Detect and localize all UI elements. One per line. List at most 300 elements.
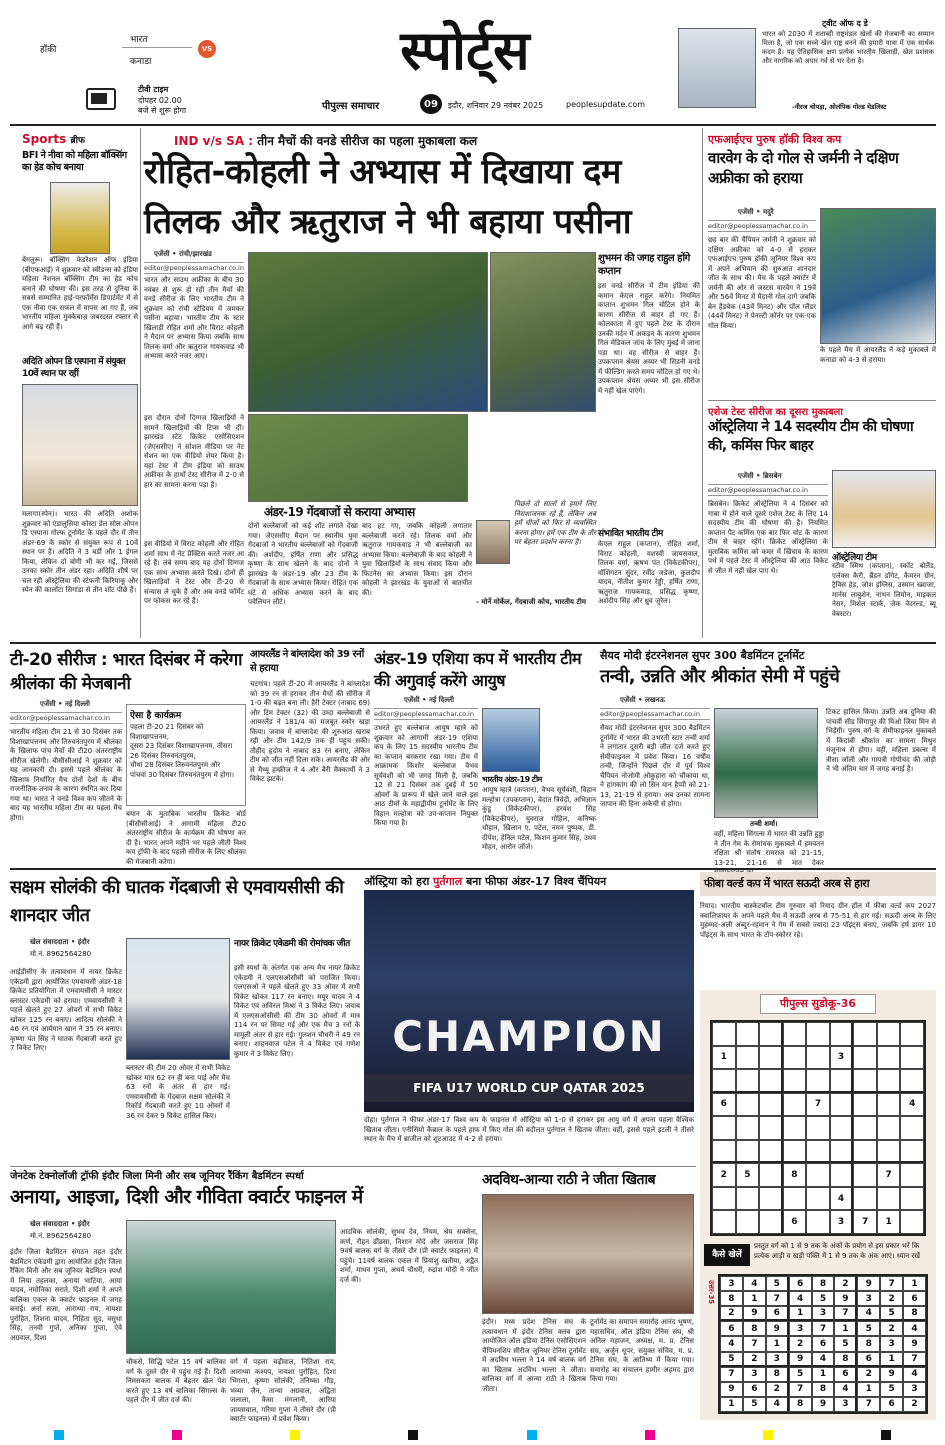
sudoku-puzzle-cell	[736, 1069, 760, 1093]
badminton-email: editor@peoplessamachar.co.in	[600, 708, 710, 720]
badminton-body-2: टिकट हासिल किया। उन्नति अब दुनिया की पांचवीं सीड सिंगापुर की यिओ जिया मिन से भिड़ेंगी। पुरुष वर्ग के सेमीफाइनल मुकाबले में किदांबी श्रीकांत का सामना मिथुन मंजूनाथ से होगा। वहीं, महिला डबल्स में त्रीसा जॉली और गायत्री गोपीचंद की जोड़ी ने भी अंतिम चार में जगह बनाई है।	[826, 708, 936, 773]
tv-team2: कनाडा	[130, 57, 152, 67]
sudoku-puzzle-cell	[830, 1140, 854, 1164]
masthead-paper-name: पीपुल्स समाचार	[322, 101, 380, 112]
quote-by: - मोर्ने मोर्केल, गेंदबाजी कोच, भारतीय टीम	[476, 598, 586, 606]
fifa-banner-2: FIFA U17 WORLD CUP QATAR 2025	[364, 1074, 694, 1102]
nair-body: इसी स्पर्धा के अंतर्गत एक अन्य मैच नायर क्रिकेट एकेडमी ने एलएसओसीसी को पराजित किया। एलएसओ ने पहले खेलते हुए 33 ओवर में सभी विकेट खोकर 117 रन बनाए। मयूर यादव ने 4 विकेट एवं अविरल मिश्रा ने 3 विकेट लिए। जवाब में एलएसओसीसी की टीम 30 ओवरों में मात्र 114 रन पर सिमट गई और एक मैच 3 रनों के मामूली अंतर से हार गई। गुलशन चौधरी ने 49 रन बनाए। शाहनवाज पटेल ने 4 विकेट एवं गणेश कुमार ने 3 विकेट लिए।	[234, 964, 360, 1058]
sudoku-answer-cell: 5	[720, 1352, 743, 1367]
sudoku-answer-cell: 4	[812, 1352, 835, 1367]
sudoku-puzzle-cell	[806, 1022, 830, 1046]
sudoku-answer-cell: 3	[789, 1321, 812, 1336]
u19-byline: एजेंसी • नई दिल्ली	[404, 696, 454, 704]
sudoku-puzzle-cell	[900, 1210, 924, 1234]
sudoku-answer-cell: 9	[834, 1291, 857, 1306]
lead-body-4: दोनों बल्लेबाजों को कई शॉट लगाते देखा गया। जेएससीए मैदान पर स्थानीय युवा गेंदबाजों ने भारतीय बल्लेबाजों को गेंदबाजी की। अर्शदीप, हर्षित राणा और प्रसिद्ध कृष्णा के साथ खेलने के बाद दोनों ने झारखंड के अंडर-19 और 23 टीम के गेंदबाजों के साथ अभ्यास किया। रोहित एक घंटे से अधिक अभ्यास करने के बाद पवेलियन लौटे।	[248, 522, 358, 606]
sudoku-answer-cell: 5	[834, 1336, 857, 1351]
u19-email: editor@peoplessamachar.co.in	[374, 708, 478, 720]
sudoku-answer-cell: 3	[834, 1397, 857, 1412]
masthead	[0, 0, 945, 125]
sudoku-answer-cell: 7	[720, 1367, 743, 1382]
t20-body: भारतीय महिला टीम 21 से 30 दिसंबर तक विशाखापत्तनम और तिरुवनंतपुरम में श्रीलंका के खिलाफ पांच मैचों की टी20 अंतरराष्ट्रीय सीरीज खेलेगी। बीसीसीआई ने शुक्रवार को यह जानकारी दी। इससे पहले श्रीलंका के खिलाफ निर्धारित मैच दोनों देशों के बीच राजनीतिक तनाव के कारण स्थगित कर दिया गया था। भारत ने वनडे विश्व कप जीतने के बाद यह भारतीय महिला टीम का पहला मैच होगा।	[10, 728, 122, 822]
sudoku-puzzle-cell: 8	[783, 1163, 807, 1187]
masthead-title: स्पोर्ट्स	[400, 18, 530, 82]
sudoku-answer-cell: 2	[903, 1397, 926, 1412]
t20-headline: टी-20 सीरीज : भारत दिसंबर में करेगा श्रीलंका की मेजबानी	[10, 650, 243, 694]
sudoku-answer-cell: 4	[903, 1367, 926, 1382]
fifa-headline	[364, 874, 694, 889]
saudi-body: रियाद। भारतीय बास्केटबॉल टीम गुरुवार को रियाद ग्रीन हॉल में फीबा वर्ल्ड कप 2027 क्वालिफायर के अपने पहले मैच में सऊदी अरब से 75-51 से हार गई। सऊदी अरब के लिए मुहम्मद-अली अब्दुर-रहमान ने गेम में सबसे ज्यादा 23 पॉइंट्स बनाए, जबकि हर्ष डागर 10 पॉइंट्स के साथ भारत के टॉप-स्कोरर रहे।	[700, 902, 936, 939]
sudoku-answer-cell: 5	[743, 1397, 766, 1412]
sudoku-answer-cell: 8	[743, 1321, 766, 1336]
sudoku-puzzle-cell	[783, 1022, 807, 1046]
sudoku-answer-cell: 8	[766, 1367, 789, 1382]
sudoku-puzzle-cell: 3	[830, 1046, 854, 1070]
sudoku-puzzle-cell	[736, 1187, 760, 1211]
junior-badminton-story	[10, 1168, 478, 1423]
schedule-box	[126, 704, 246, 806]
tanvi-caption: तन्वी शर्मा।	[750, 820, 778, 828]
tv-sport-label: हॉकी	[40, 45, 57, 55]
sudoku-puzzle-cell	[783, 1140, 807, 1164]
sudoku-answer-cell: 7	[743, 1336, 766, 1351]
schedule-item-4: पांचवां 30 दिसंबर तिरुवनंतपुरम में होगा।	[130, 770, 234, 779]
sudoku-puzzle-cell	[830, 1069, 854, 1093]
neeraj-photo	[678, 28, 756, 108]
tweet-text: भारत को 2030 में शताब्दी राष्ट्रमंडल खेलों की मेजबानी का सम्मान मिला है, जो एक सच्चे खेल राष्ट्र बनने की हमारी यात्रा में एक सार्थक कदम है। यह ऐतिहासिक क्षण प्रत्येक भारतीय खिलाड़ी, खेल प्रशंसक और नागरिक को अपार गर्व से भर देता है।	[762, 30, 934, 65]
sudoku-puzzle-cell	[806, 1187, 830, 1211]
sudoku-puzzle-cell	[759, 1163, 783, 1187]
hockey-email: editor@peoplessamachar.co.in	[708, 220, 816, 232]
print-color-bar	[0, 1428, 945, 1442]
sudoku-answer-cell: 6	[789, 1276, 812, 1291]
sudoku-puzzle-cell: 7	[853, 1210, 877, 1234]
hockey-photo	[820, 208, 936, 344]
sudoku-puzzle-cell	[830, 1116, 854, 1140]
how-to-play-text: प्रस्तुत वर्ग को 1 से 9 तक के अंकों के प्रयोग से इस प्रकार भरें कि प्रत्येक आड़ी व खड़ी पंक्ति में 1 से 9 तक के अंक आएं। ध्यान रखें	[754, 1242, 920, 1260]
sudoku-puzzle-cell	[712, 1187, 736, 1211]
practice-photo	[248, 414, 468, 502]
t20-story	[10, 646, 246, 864]
brief-logo	[22, 132, 85, 146]
badminton-kicker: सैयद मोदी इंटरनेशनल सुपर 300 बैडमिंटन टूर्नामेंट	[600, 649, 805, 662]
sudoku-puzzle-cell	[736, 1046, 760, 1070]
sudoku-answer-cell: 3	[720, 1276, 743, 1291]
u19-body: उभरते हुए बल्लेबाज आयुष म्हात्रे को शुक्रवार को आगामी अंडर-19 एशिया कप के लिए 15 सदस्यीय भारतीय टीम का कप्तान बरकरार रखा गया। टीम में आक्रामक किशोर बल्लेबाज वैभव सूर्यवंशी को भी जगह मिली है, जबकि 12 से 21 दिसंबर तक दुबई में 50 ओवरों के प्रारूप में खेले जाने वाले इस आठ टीमों के महाद्वीपीय टूर्नामेंट के लिए विहान मल्होत्रा को उप-कप्तान नियुक्त किया गया है।	[374, 724, 478, 827]
sudoku-answer-cell: 4	[789, 1291, 812, 1306]
sudoku-answer-cell: 4	[720, 1336, 743, 1351]
sudoku-answer-cell: 1	[903, 1276, 926, 1291]
sudoku-puzzle-cell: 3	[830, 1210, 854, 1234]
sudoku-answer-cell: 5	[812, 1291, 835, 1306]
sudoku-answer-cell: 1	[834, 1321, 857, 1336]
sudoku-answer-cell: 1	[743, 1291, 766, 1306]
sudoku	[700, 990, 936, 1420]
fifa-photo	[364, 890, 694, 1112]
sudoku-answer-cell: 2	[880, 1321, 903, 1336]
t20-email: editor@peoplessamachar.co.in	[10, 712, 122, 724]
brief-logo-tag: ब्रीफ	[70, 136, 85, 146]
sudoku-answer-grid	[718, 1274, 928, 1414]
sudoku-answer-cell: 9	[766, 1321, 789, 1336]
sudoku-answer-cell: 1	[880, 1352, 903, 1367]
sudoku-puzzle-cell	[712, 1210, 736, 1234]
sudoku-answer-cell: 8	[812, 1276, 835, 1291]
ashes-email: editor@peoplessamachar.co.in	[708, 484, 828, 496]
sudoku-puzzle-cell	[712, 1022, 736, 1046]
sudoku-answer-cell: 5	[766, 1276, 789, 1291]
fifa-head-highlight: पुर्तगाल	[433, 875, 463, 888]
sudoku-answer-cell: 9	[812, 1397, 835, 1412]
sudoku-puzzle-cell	[736, 1116, 760, 1140]
sudoku-answer-cell: 4	[903, 1321, 926, 1336]
fifa-banner: CHAMPION	[392, 1012, 666, 1061]
ashes-kicker: एशेज टेस्ट सीरीज का दूसरा मुकाबला	[708, 407, 843, 418]
website: peoplesupdate.com	[566, 100, 646, 109]
saudi-headline: फीबा वर्ल्ड कप में भारत सऊदी अरब से हारा	[700, 872, 936, 896]
ireland-body: चटगांव। पहले टी-20 में आयरलैंड ने बांग्लादेश को 39 रन से हराकर तीन मैचों की सीरीज में 1-0 की बढ़त बना ली। हैरी टेक्टर (नाबाद 69) और टिम टेक्टर (32) की उम्दा बल्लेबाजी से आयरलैंड ने 181/4 का मजबूत स्कोर खड़ा किया। जवाब में बांग्लादेश की शुरुआत खराब रही और टीम 142/9 तक ही पहुंच सकी। तौहीद हृदोय ने नाबाद 83 रन बनाए, लेकिन टीम को जीत नहीं दिला सके। आयरलैंड की ओर से मैथ्यू हम्फ्रीज ने 4 और बैरी मैक्कार्थी ने 3 विकेट झटके।	[250, 680, 370, 783]
sudoku-puzzle-cell: 1	[712, 1046, 736, 1070]
sudoku-puzzle-cell: 7	[806, 1093, 830, 1117]
sudoku-answer-cell: 6	[880, 1397, 903, 1412]
sudoku-answer-cell: 6	[834, 1367, 857, 1382]
rohit-photo	[490, 252, 596, 412]
sudoku-answer-cell: 6	[720, 1321, 743, 1336]
sudoku-puzzle-cell	[900, 1140, 924, 1164]
junior-byline: खेल संवाददाता • इंदौर	[30, 1220, 90, 1228]
junior-headline: अनाया, आइजा, दिशी और गीविता क्वार्टर फाइनल में	[10, 1186, 363, 1208]
tv-time: दोपहर 02.00	[138, 96, 182, 105]
sudoku-answer-cell: 5	[857, 1321, 880, 1336]
sudoku-puzzle-cell	[736, 1093, 760, 1117]
saudi-story	[700, 872, 936, 982]
vs-badge: VS	[198, 40, 216, 58]
sudoku-puzzle-cell: 1	[877, 1210, 901, 1234]
lead-subhead: अंडर-19 गेंदबाजों से कराया अभ्यास	[264, 505, 415, 519]
sudoku-answer-cell: 9	[903, 1336, 926, 1351]
sudoku-puzzle-grid	[710, 1020, 926, 1236]
probable-head: संभावित भारतीय टीम	[598, 529, 663, 539]
sudoku-answer-cell: 9	[857, 1276, 880, 1291]
sudoku-answer-cell: 3	[766, 1352, 789, 1367]
tv-team1: भारत	[130, 35, 148, 45]
sudoku-answer-cell: 2	[857, 1367, 880, 1382]
dateline: इंदौर, शनिवार 29 नवंबर 2025	[448, 101, 544, 110]
sudoku-answer-cell: 5	[880, 1382, 903, 1397]
brief-headline-2: अदिति ओपन डि एस्पाना में संयुक्त 10वें स्थान पर रहीं	[22, 357, 125, 379]
tv-note: बजे से शुरू होगा	[138, 106, 187, 115]
u19-team-head: भारतीय अंडर-19 टीम	[482, 775, 542, 784]
junior-body: इंदौर जिला बैडमिंटन संगठन तहत इंदौर बैडमिंटन एकेडमी द्वारा आयोजित इंदौर जिला रैंकिंग मिनी और सब जूनियर बैडमिंटन स्पर्धा में लिया तहलका, अनाया भाटिया, आयां यादव, नमोनिका सराते, दिशी शर्मा ने अपने बालिका एकल के क्वार्टर फाइनल में जगह बनाई। अर्ना सजा, आराध्या राय, नायशा पुरोहित, तिशना यादव, निहिता सूद, वसुधा सिंह, तनवी गुप्ते, अनिका गुप्ता, ऐवे अग्रवाल, दिशा	[10, 1248, 122, 1342]
lead-kicker-tag: IND v/s SA :	[174, 134, 254, 148]
sudoku-puzzle-cell	[783, 1116, 807, 1140]
hockey-headline: वारवेग के दो गोल से जर्मनी ने दक्षिण अफ्रीका को हराया	[708, 149, 899, 187]
sudoku-puzzle-cell	[712, 1069, 736, 1093]
sudoku-answer-cell: 7	[834, 1306, 857, 1321]
ireland-headline: आयरलैंड ने बांग्लादेश को 39 रनों से हराया	[250, 649, 364, 674]
lead-body-2: इस दौरान दोनों दिग्गज खिलाड़ियों ने सामने खिलाड़ियों की टिप्स भी दीं। झारखंड स्टेट क्रिकेट एसोसिएशन (जेएससीए) ने सोशल मीडिया पर नेट सेशन का एक वीडियो शेयर किया है। यहां टेस्ट में टीम इंडिया को साउथ अफ्रीका के हाथों टेस्ट सीरीज में 2-0 से हार का सामना करना पड़ा है।	[144, 414, 244, 489]
sudoku-puzzle-cell	[712, 1116, 736, 1140]
sudoku-answer-cell: 2	[880, 1291, 903, 1306]
sudoku-puzzle-cell	[783, 1046, 807, 1070]
sudoku-answer-cell: 8	[834, 1352, 857, 1367]
solanki-headline: सक्षम सोलंकी की घातक गेंदबाजी से एमवायसीसी की शानदार जीत	[10, 877, 344, 926]
sudoku-answer-cell: 9	[720, 1382, 743, 1397]
ashes-team-head: ऑस्ट्रेलिया टीम	[832, 553, 877, 563]
sudoku-puzzle-cell	[900, 1116, 924, 1140]
sudoku-puzzle-cell	[806, 1163, 830, 1187]
sudoku-puzzle-cell	[877, 1093, 901, 1117]
sudoku-puzzle-cell: 5	[736, 1163, 760, 1187]
sudoku-puzzle-cell	[853, 1140, 877, 1164]
sudoku-puzzle-cell: 6	[783, 1210, 807, 1234]
ayush-photo	[482, 708, 540, 772]
sudoku-answer-cell: 3	[743, 1367, 766, 1382]
sudoku-puzzle-cell	[900, 1046, 924, 1070]
badminton-body: सैयद मोदी इंटरनेशनल सुपर 300 बैडमिंटन टूर्नामेंट में भारत की उभरती स्टार तन्वी शर्मा ने लगातार दूसरी बड़ी जीत दर्ज करते हुए सेमीफाइनल में प्रवेश किया। 16 वर्षीय तन्वी, जिन्होंने पिछले दौर में पूर्व विश्व चैंपियन नोजोमी ओकुहारा को चौंकाया था, ने हांगकांग की लो सिन यान हैप्पी को 21-13, 21-19 से हराया। अब उनका सामना जापान की हिना अकेची से होगा।	[600, 724, 710, 808]
sudoku-puzzle-cell	[877, 1022, 901, 1046]
tv-schedule-box	[10, 20, 220, 115]
schedule-item-2: दूसरा 23 दिसंबर विशाखापत्तनम, तीसरा 26 दिसंबर तिरुवनंतपुरम,	[130, 742, 233, 760]
lead-sidebar	[598, 252, 700, 636]
sudoku-puzzle-cell	[783, 1187, 807, 1211]
sudoku-answer-cell: 7	[857, 1397, 880, 1412]
sudoku-answer-cell: 5	[789, 1367, 812, 1382]
lead-byline: एजेंसी • रांची/झारखंड	[154, 250, 212, 258]
sudoku-answer-cell: 3	[812, 1306, 835, 1321]
sudoku-puzzle-cell	[736, 1210, 760, 1234]
sudoku-puzzle-cell	[759, 1140, 783, 1164]
sudoku-puzzle-cell	[853, 1069, 877, 1093]
aditi-photo	[22, 384, 138, 506]
solanki-caption: ब्लास्टर की टीम 20 ओवर में सभी विकेट खोकर मात्र 62 रन ही बना पाई और मैच 63 रनों के अंतर से हार गई। एमवायसीसी के गेंदबाज सक्षम सोलंकी ने रिकॉर्ड गेंदबाजी करते हुए 10 ओवरों में 36 रन देकर 9 विकेट हासिल किए।	[126, 1064, 230, 1120]
sudoku-title: पीपुल्स सुडोकू-36	[760, 994, 876, 1014]
schedule-item-3: चौथा 28 दिसंबर तिरुवनंतपुरम और	[130, 761, 221, 769]
sudoku-answer-cell: 2	[789, 1336, 812, 1351]
sudoku-answer-cell: 7	[880, 1276, 903, 1291]
sudoku-puzzle-cell	[853, 1163, 877, 1187]
junior-kicker: जेनटेक टेक्नोलॉजी ट्रॉफी इंदौर जिला मिनी और सब जूनियर रैंकिंग बैडमिंटन स्पर्धा	[10, 1171, 304, 1182]
junior-body-2: चौकसे, सिद्धि पटेल 15 वर्ष बालिका वर्ग के दूसरे दौर में पहुंच गई हैं। दिशी निमसकरा बालक में बेहतर खेल पेश करते हुए 13 वर्ष बालिका सिंगल्स के पहले दौर में जीत दर्ज की।	[126, 1358, 226, 1404]
morkel-photo	[476, 520, 510, 564]
sudoku-answer-cell: 9	[789, 1352, 812, 1367]
badminton-byline: एजेंसी • लखनऊ	[620, 696, 665, 704]
lead-kicker	[174, 132, 477, 149]
sudoku-answer-cell: 7	[766, 1291, 789, 1306]
ashes-headline: ऑस्ट्रेलिया ने 14 सदस्यीय टीम की घोषणा की, कमिंस फिर बाहर	[708, 419, 914, 454]
sudoku-puzzle-cell	[877, 1116, 901, 1140]
badminton-headline: तन्वी, उन्नति और श्रीकांत सेमी में पहुंचे	[600, 666, 840, 687]
brief-body-2: मलागा(स्पेन)। भारत की अदिति अशोक शुक्रवार को एंडालुसिया कोस्टा डेल सोल ओपन डि एस्पाना गोल्फ टूर्नामेंट के पहले दौर में तीन अंडर-69 के स्कोर से संयुक्त रूप से 10वें स्थान पर हैं। अदिति ने 3 बर्डी और 1 ईगल किया, लेकिन दो बोगी भी कर गईं, जिससे उनका स्कोर तीन अंडर रहा। अदिति शीर्ष पर चल रही ऑस्ट्रेलिया की स्टेफनी किरियाकू और स्पेन की कार्लोटा सिगांडा से तीन शॉट पीछे हैं।	[22, 510, 138, 594]
cummins-photo	[832, 470, 936, 548]
how-to-play-label: कैसे खेलें	[704, 1244, 750, 1266]
sudoku-answer-cell: 7	[903, 1352, 926, 1367]
sudoku-answer-cell: 7	[812, 1321, 835, 1336]
kohli-photo	[248, 252, 488, 412]
sudoku-puzzle-cell	[759, 1187, 783, 1211]
page-number: 09	[420, 94, 442, 114]
sudoku-answer-cell: 1	[812, 1367, 835, 1382]
ashes-body: ब्रिसबेन। क्रिकेट ऑस्ट्रेलिया ने 4 दिसंबर को गाबा में होने वाले दूसरे एशेज टेस्ट के लिए 14 सदस्यीय टीम की घोषणा की है। नियमित कप्तान पैट कमिंस एक बार फिर चोट के कारण टीम से बाहर रहेंगे। क्रिकेट ऑस्ट्रेलिया के मुताबिक कमिंस को कमर में खिंचाव के कारण पर्थ में पहले टेस्ट में ऑस्ट्रेलिया की आठ विकेट से जीत में नहीं खेल पाए थे।	[708, 500, 828, 575]
fifa-head-post: बना फीफा अंडर-17 विश्व चैंपियन	[466, 875, 607, 888]
junior-body-3: वर्ग में पहला चढ़ीवाल, नितिशा राय, आराध्या कश्यप, नायशा पुरोहित, दिशा भिंगला, कृष्णा सोलंकी, तनिष्का गौड़, भव्या जैन, तान्या अग्रवाल, अद्विता जलाला, कैसा मंगलानी, आरिया जायसवाल, गरिमा गुप्ता ने तीसरे दौर (प्री क्वार्टर फाइनल) में प्रवेश किया।	[230, 1358, 336, 1423]
solanki-photo	[126, 938, 230, 1060]
sudoku-puzzle-cell	[877, 1140, 901, 1164]
badminton-body-3: वहीं, महिला सिंगल्स में भारत की उन्नति हुड्डा ने तीन गेम के रोमांचक मुकाबले में हमवतन रक्षिता श्री संतोष रामराज को 21-15, 13-21, 21-16 से मात देकर	[714, 830, 824, 867]
ashes-team-body: स्टीव स्मिथ (कप्तान), स्कॉट बोलैंड, एलेक्स कैरी, ब्रैंडन डॉगेट, कैमरन ग्रीन, ट्रैविस हेड, जोश इंग्लिस, उस्मान ख्वाजा, मार्नस लाबुशेन, नाथन लियोन, माइकल नेसर, मिशेल स्टार्क, जेक वेदरल्ड, ब्यू वेबस्टर।	[832, 562, 936, 618]
sudoku-puzzle-cell	[877, 1069, 901, 1093]
sudoku-puzzle-cell	[853, 1116, 877, 1140]
sudoku-puzzle-cell	[759, 1093, 783, 1117]
t20-byline: एजेंसी • नई दिल्ली	[40, 700, 90, 708]
probable-body: केएल राहुल (कप्तान), रोहित शर्मा, विराट कोहली, यशस्वी जायसवाल, तिलक वर्मा, ऋषभ पंत (विकेटकीपर), वॉशिंगटन सुंदर, रवींद्र जडेजा, कुलदीप यादव, नीतीश कुमार रेड्डी, हर्षित राणा, ऋतुराज गायकवाड़, प्रसिद्ध कृष्णा, अर्शदीप सिंह और ध्रुव जुरेल।	[598, 540, 700, 605]
sudoku-answer-cell: 6	[903, 1291, 926, 1306]
sudoku-puzzle-cell	[759, 1069, 783, 1093]
sudoku-answer-cell: 6	[857, 1352, 880, 1367]
junior-mobile: मो.नं. 8962564280	[30, 1232, 92, 1240]
brief-body: बेंगलुरू। बॉक्सिंग फेडरेशन ऑफ इंडिया (बीएफआई) ने शुक्रवार को स्वीडन्स को इंडिया महिला नेशनल बॉक्सिंग टीम का हेड कोच बनाने की घोषणा की। इस तरह से दुनिया के सबसे सम्मानित हाई-परफॉर्मेंस डिपार्टमेंट में से एक नीवा एक सफल में वापस आ गए हैं, जब भारतीय महिला मुक्केबाज़ जबरदस्त रफ्तार से आगे बढ़ रही हैं।	[22, 256, 138, 331]
sudoku-answer-cell: 2	[743, 1352, 766, 1367]
tennis-story	[482, 1168, 694, 1423]
ireland-story	[250, 646, 370, 864]
quote-text: पिछले दो सालों से हमारे लिए निराशाजनक रहे हैं, लेकिन अब हमें चीजों को फिर से व्यवस्थित करना होगा। हमें एक टीम के तौर पर बेहतर प्रदर्शन करना है।	[514, 500, 596, 546]
ashes-byline: एजेंसी • ब्रिसबेन	[738, 472, 782, 480]
tv-channel: टीवी टाइम	[138, 85, 169, 94]
sudoku-answer-cell: 6	[743, 1382, 766, 1397]
sudoku-puzzle-cell	[712, 1140, 736, 1164]
solanki-mobile: मो.नं. 8962564280	[30, 950, 92, 958]
ashes-story	[708, 404, 936, 638]
sudoku-answer-cell: 6	[812, 1336, 835, 1351]
u19-story	[374, 646, 596, 864]
sudoku-puzzle-cell	[877, 1046, 901, 1070]
schedule-head: ऐसा है कार्यक्रम	[130, 711, 182, 721]
sudoku-puzzle-cell	[853, 1093, 877, 1117]
sudoku-puzzle-cell	[830, 1093, 854, 1117]
lead-kicker-text: तीन मैचों की वनडे सीरीज का पहला मुकाबला कल	[257, 134, 478, 148]
sudoku-puzzle-cell	[759, 1210, 783, 1234]
sudoku-puzzle-cell: 6	[712, 1093, 736, 1117]
hockey-byline: एजेंसी • मदुरै	[738, 208, 774, 216]
sudoku-answer-cell: 7	[789, 1382, 812, 1397]
sudoku-puzzle-cell: 2	[712, 1163, 736, 1187]
sudoku-answer-cell: 3	[880, 1336, 903, 1351]
sudoku-answer-cell: 3	[857, 1291, 880, 1306]
sudoku-puzzle-cell	[736, 1022, 760, 1046]
hockey-body: छह बार की चैंपियन जर्मनी ने शुक्रवार को दक्षिण अफ्रीका को 4-0 से हराकर एफआईएच पुरुष हॉकी जूनियर विश्व कप में अपने अभियान की शुरुआत शानदार जीत के साथ की। मैच के पहले क्वार्टर में जर्मनी की ओर से जस्टस वारवेग ने 19वें और 56वें मिनट में मैदानी गोल दागे जबकि बेन हैंडबेक (43वें मिनट) और पॉल ग्लैंडर (44वें मिनट) ने पेनल्टी कॉर्नर पर एक-एक गोल किया।	[708, 236, 816, 330]
sudoku-answer-cell: 8	[720, 1291, 743, 1306]
sudoku-puzzle-cell	[806, 1210, 830, 1234]
sudoku-puzzle-cell	[830, 1022, 854, 1046]
sudoku-answer-cell: 2	[720, 1306, 743, 1321]
tennis-body: इंदौर। मध्य प्रदेश टेनिस संघ के तत्वावधान में इंदौर टेनिस क्लब द्वारा आयोजित ऑल इंडिया टेनिस एसोसिएशन चैंपियनशिप सीरीज जूनियर टेनिस टूर्नामेंट में अदविथ भल्ला ने 14 वर्ष बालक वर्ग का खिताब अदविथ भल्ला ने जीता। बालिका वर्ग में आन्या राठी ने खिताब जीता।	[482, 1318, 586, 1393]
nair-head: नायर क्रिकेट एकेडमी की रोमांचक जीत	[234, 939, 350, 949]
sudoku-puzzle-cell	[783, 1093, 807, 1117]
sudoku-puzzle-cell	[759, 1022, 783, 1046]
sudoku-answer-cell: 2	[834, 1276, 857, 1291]
sudoku-puzzle-cell	[759, 1046, 783, 1070]
tweet-author: -नीरज चोपड़ा, ओलंपिक गोल्ड मेडलिस्ट	[792, 103, 887, 111]
tennis-photo	[482, 1194, 694, 1314]
brief-headline: BFI ने नीवा को महिला बॉक्सिंग का हेड कोच बनाया	[22, 150, 127, 173]
solanki-byline: खेल संवाददाता • इंदौर	[30, 938, 90, 946]
sudoku-answer-cell: 4	[766, 1397, 789, 1412]
sudoku-answer-cell: 1	[720, 1397, 743, 1412]
sudoku-puzzle-cell	[759, 1116, 783, 1140]
sudoku-puzzle-cell	[806, 1116, 830, 1140]
lead-headline-2: तिलक और ऋतुराज ने भी बहाया पसीना	[144, 202, 632, 242]
sidebar-head: शुभमन की जगह राहुल होंगे कप्तान	[598, 253, 690, 277]
fifa-story	[364, 872, 694, 1162]
sudoku-puzzle-cell	[853, 1022, 877, 1046]
sudoku-answer-cell: 9	[880, 1367, 903, 1382]
t20-body-2: बयान के मुताबिक भारतीय क्रिकेट बोर्ड (बीसीसीआई) ने आगामी महिला टी20 अंतरराष्ट्रीय सीरीज के कार्यक्रम की घोषणा कर दी है। भारत अपने महीने भर पहले जीती विश्व कप ट्रॉफी के बाद पहली सीरीज के लिए श्रीलंका की मेजबानी करेगा।	[126, 810, 246, 866]
brief-logo-text: Sports	[22, 132, 67, 146]
sudoku-answer-cell: 8	[789, 1397, 812, 1412]
sudoku-answer-cell: 8	[812, 1382, 835, 1397]
hockey-story	[708, 128, 936, 398]
badminton-story	[600, 646, 936, 867]
sidebar-body: इस वनडे सीरीज में टीम इंडिया की कमान केएल राहुल करेंगे। नियमित कप्तान शुभमन गिल चोटिल होने के कारण सीरीज से बाहर हो गए हैं। कोलकाता में हुए पहले टेस्ट के दौरान उनकी गर्दन में अकड़न के कारण शुभमन गिल मेडिकल जांच के लिए मुंबई में जाना पड़ा था। वह सीरीज से बाहर हैं। उपकप्तान श्रेयस अय्यर भी सिडनी वनडे में फील्डिंग करते समय चोटिल हो गए थे। उपकप्तान श्रेयस अय्यर भी इस सीरीज में नहीं खेल पाएंगे।	[598, 282, 700, 395]
sudoku-puzzle-cell	[900, 1187, 924, 1211]
sudoku-puzzle-cell	[783, 1069, 807, 1093]
quote-box	[476, 500, 596, 636]
sudoku-answer-cell: 5	[880, 1306, 903, 1321]
lead-body-1: भारत और साउथ अफ्रीका के बीच 30 नवंबर से शुरू हो रही तीन मैचों की वनडे सीरीज के लिए भारतीय टीम ने शुक्रवार को रांची स्टेडियम में जमकर पसीना बहाया। भारतीय टीम के स्टार खिलाड़ी रोहित शर्मा और विराट कोहली ने मैदान पर अभ्यास किया जबकि साथ तिलक वर्मा और ऋतुराज गायकवाड़ भी अभ्यास करते नजर आए।	[144, 276, 244, 360]
sudoku-puzzle-cell: 7	[877, 1163, 901, 1187]
sudoku-puzzle-cell	[806, 1046, 830, 1070]
sudoku-puzzle-cell	[806, 1140, 830, 1164]
sudoku-puzzle-cell	[830, 1163, 854, 1187]
sudoku-puzzle-cell	[853, 1187, 877, 1211]
sudoku-puzzle-cell	[900, 1163, 924, 1187]
sudoku-answer-cell: 1	[789, 1306, 812, 1321]
fifa-caption: दोहा। पुर्तगाल ने फीफा अंडर-17 विश्व कप के फाइनल में ऑस्ट्रिया को 1-0 से हराकर इस आयु वर्ग में अपना पहला वैश्विक खिताब जीता। एनीसियो कैब्राल के पहले हाफ में किए गोल की बदौलत पुर्तगाल ने खिताब जीता। वहीं, इससे पहले इटली ने तीसरे स्थान के मैच में ब्राजील को शूटआउट में 4-2 से हराया।	[364, 1116, 694, 1143]
sudoku-puzzle-cell	[853, 1046, 877, 1070]
tweet-label: ट्वीट ऑफ द डे	[822, 19, 868, 28]
sudoku-answer-cell: 8	[857, 1336, 880, 1351]
lead-email: editor@peoplessamachar.co.in	[144, 264, 244, 272]
schedule-item-1: पहला टी-20 21 दिसंबर को विशाखापत्तनम,	[130, 723, 204, 741]
sudoku-answer-cell: 4	[857, 1306, 880, 1321]
sudoku-answer-cell: 1	[766, 1336, 789, 1351]
tweet-of-the-day	[672, 18, 936, 118]
fifa-head-pre: ऑस्ट्रिया को हरा	[364, 875, 430, 888]
sudoku-answer-cell: 1	[857, 1382, 880, 1397]
lead-body-3: इस वीडियो में विराट कोहली और रोहित शर्मा साथ में नेट प्रैक्टिस करते नजर आ रहे हैं। लंबे समय बाद यह दोनों दिग्गज एक साथ अभ्यास करते दिखे। दोनों ही खिलाड़ियों ने टेस्ट और टी-20 से संन्यास ले चुके हैं और अब वनडे फॉर्मेट पर फोकस कर रहे हैं।	[144, 540, 244, 605]
sudoku-puzzle-cell	[877, 1187, 901, 1211]
sudoku-answer-cell: 6	[766, 1306, 789, 1321]
sudoku-puzzle-cell	[900, 1069, 924, 1093]
u19-headline: अंडर-19 एशिया कप में भारतीय टीम की अगुवाई करेंगे आयुष	[374, 649, 582, 690]
sudoku-answer-cell: 8	[903, 1306, 926, 1321]
junior-photo	[126, 1220, 336, 1354]
lead-headline-1: रोहित-कोहली ने अभ्यास में दिखाया दम	[144, 152, 621, 192]
lead-body-5: बाद हट गए, जबकि कोहली लगातार बल्लेबाजी करते रहे। तिलक वर्मा और ऋतुराज गायकवाड़ ने भी बल्लेबाजी का अभ्यास किया। बल्लेबाजी के बाद कोहली ने युवा खिलाड़ियों के साथ संवाद किया और फिटनेस का अभ्यास किया। इस दौरान कोहली ने झारखंड के युवाओं से बातचीत की।	[362, 522, 472, 597]
lead-story	[144, 128, 700, 636]
solanki-body: आईडीसीए के तत्वावधान में नायर क्रिकेट एकेडमी द्वारा आयोजित एमवायसी अंडर-18 क्रिकेट प्रतियोगिता में एमवायसीसी ने मास्टर ब्लास्टर एकेडमी को हराया। एमवायसीसी ने पहले खेलते हुए 27 ओवरों में सभी विकेट खोकर 125 रन बनाए। आदित्य सोलंकी ने 46 रन एवं आर्यमान खान ने 35 रन बनाए। कृष्णा पंत सिंह ने घातक गेंदबाजी करते हुए 7 विकेट लिए।	[10, 968, 122, 1052]
tanvi-photo	[714, 708, 818, 818]
sudoku-puzzle-cell	[900, 1022, 924, 1046]
sudoku-answer-cell: 3	[903, 1382, 926, 1397]
answer-label: उत्तर-35	[707, 1280, 715, 1305]
tv-icon	[86, 88, 116, 110]
sudoku-puzzle-cell: 4	[900, 1093, 924, 1117]
sudoku-answer-cell: 9	[743, 1306, 766, 1321]
hockey-kicker: एफआईएच पुरुष हॉकी विश्व कप	[708, 133, 842, 146]
coach-photo	[50, 182, 110, 254]
sudoku-puzzle-cell: 4	[830, 1187, 854, 1211]
